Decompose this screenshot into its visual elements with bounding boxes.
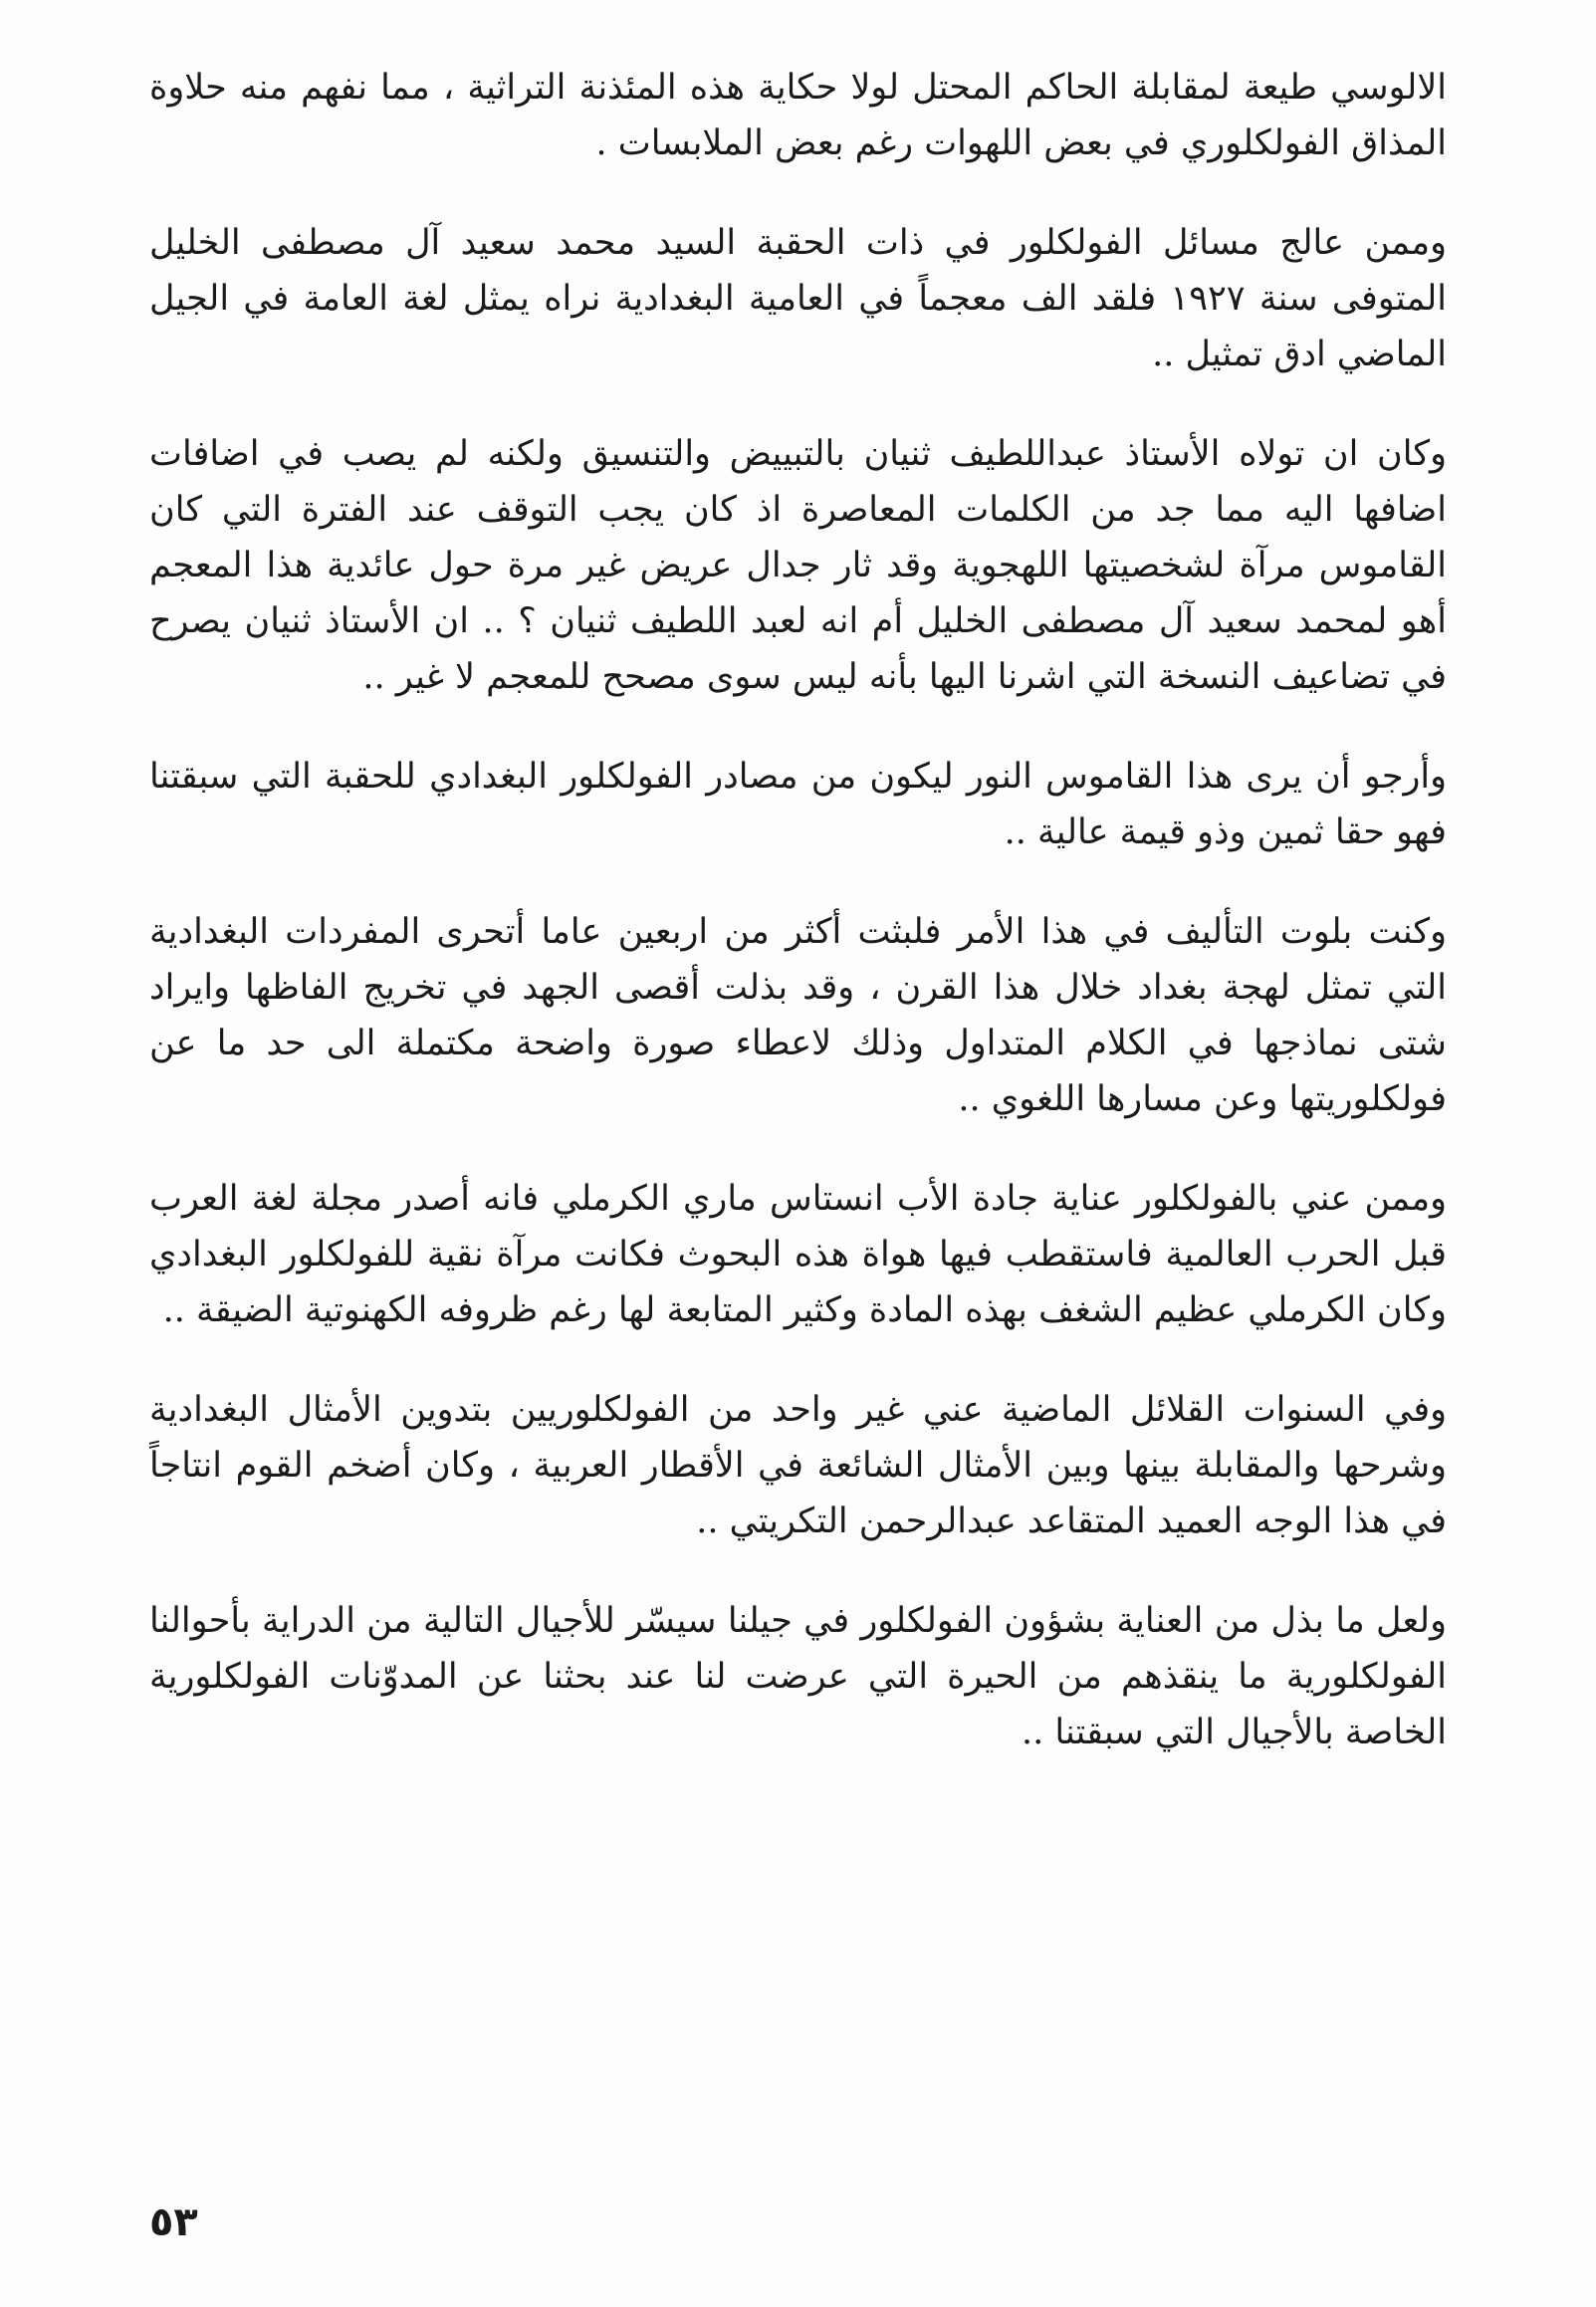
paragraph-2: وممن عالج مسائل الفولكلور في ذات الحقبة السيد محمد سعيد آل مصطفى الخليل المتوفى سنة ١٩٢٧ فلقد الف معجماً في العامية البغدادية نراه يمثل لغة العامة في الجيل الماضي ادق تمثيل .. (149, 223, 1448, 374)
paragraph-5: وكنت بلوت التأليف في هذا الأمر فلبثت أكثر من اربعين عاما أتحرى المفردات البغدادية التي تمثل لهجة بغداد خلال هذا القرن ، وقد بذلت أقصى الجهد في تخريج الفاظها وايراد شتى نماذجها في الكلام المتداول وذلك لاعطاء صورة واضحة مكتملة الى حد ما عن فولكلوريتها وعن مسارها اللغوي .. (149, 912, 1447, 1119)
paragraph-8: ولعل ما بذل من العناية بشؤون الفولكلور في جيلنا سيسّر للأجيال التالية من الدراية بأحوالنا الفولكلورية ما ينقذهم من الحيرة التي عرضت لنا عند بحثنا عن المدوّنات الفولكلورية الخاصة بالأجيال التي سبقتنا .. (149, 1601, 1447, 1752)
paragraph-1: الالوسي طيعة لمقابلة الحاكم المحتل لولا حكاية هذه المئذنة التراثية ، مما نفهم منه حلاوة المذاق الفولكلوري في بعض اللهوات رغم بعض الملابسات . (149, 68, 1447, 163)
paragraph-6: وممن عني بالفولكلور عناية جادة الأب انستاس ماري الكرملي فانه أصدر مجلة لغة العرب قبل الحرب العالمية فاستقطب فيها هواة هذه البحوث فكانت مرآة نقية للفولكلور البغدادي وكان الكرملي عظيم الشغف بهذه المادة وكثير المتابعة لها رغم ظروفه الكهنوتية الضيقة .. (149, 1179, 1447, 1330)
paragraph-7: وفي السنوات القلائل الماضية عني غير واحد من الفولكلوريين بتدوين الأمثال البغدادية وشرحها والمقابلة بينها وبين الأمثال الشائعة في الأقطار العربية ، وكان أضخم القوم انتاجاً في هذا الوجه العميد المتقاعد عبدالرحمن التكريتي .. (149, 1390, 1447, 1541)
paragraph-4: وأرجو أن يرى هذا القاموس النور ليكون من مصادر الفولكلور البغدادي للحقبة التي سبقتنا فهو حقا ثمين وذو قيمة عالية .. (149, 757, 1447, 852)
page-number: ٥٣ (149, 2199, 198, 2245)
paragraph-3: وكان ان تولاه الأستاذ عبداللطيف ثنيان بالتبييض والتنسيق ولكنه لم يصب في اضافات اضافها اليه مما جد من الكلمات المعاصرة اذ كان يجب التوقف عند الفترة التي كان القاموس مرآة لشخصيتها اللهجوية وقد ثار جدال عريض غير مرة حول عائدية هذا المعجم أهو لمحمد سعيد آل مصطفى الخليل أم انه لعبد اللطيف ثنيان ؟ .. ان الأستاذ ثنيان يصرح في تضاعيف النسخة التي اشرنا اليها بأنه ليس سوى مصحح للمعجم لا غير .. (149, 434, 1447, 697)
